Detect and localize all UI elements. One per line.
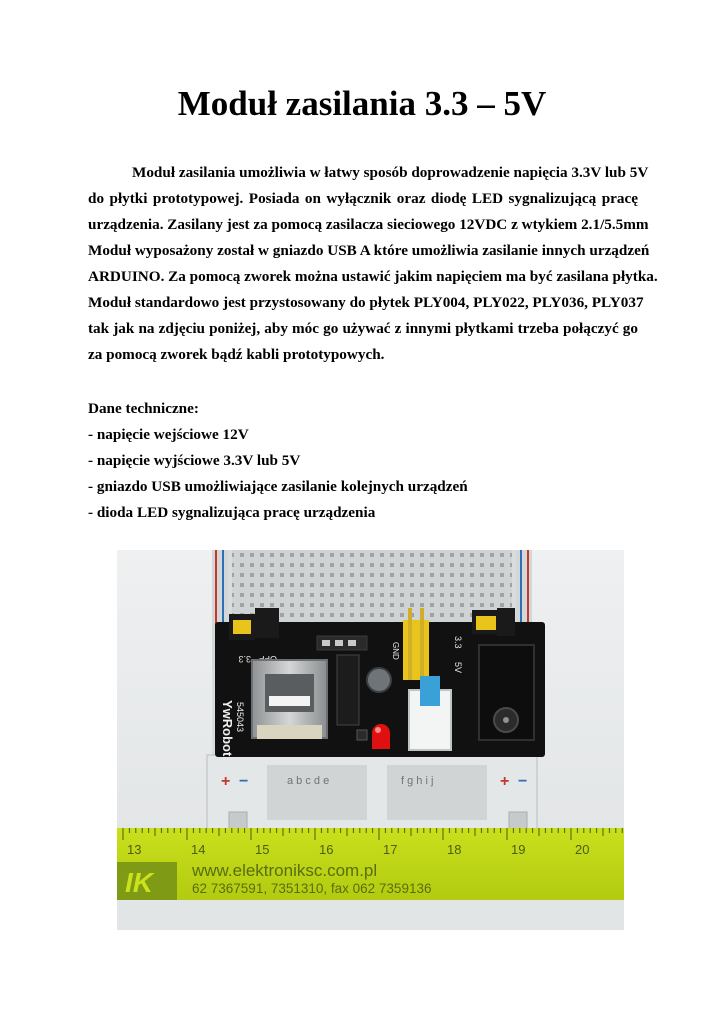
label-33-right: 3.3 — [453, 636, 463, 649]
label-33-left: 3.3 — [238, 654, 251, 664]
tech-specs-section — [88, 396, 648, 526]
tech-spec-item: - dioda LED sygnalizująca pracę urządzenia — [88, 504, 376, 521]
usb-socket-opening — [265, 674, 314, 712]
label-gnd: GND — [391, 642, 400, 660]
intro-line: Moduł standardowo jest przystosowany do płytek PLY004, PLY022, PLY036, PLY037 — [88, 294, 644, 311]
ruler-phone: 62 7367591, 7351310, fax 062 7359136 — [192, 881, 432, 896]
power-led-glint — [375, 727, 381, 733]
power-led-body — [372, 733, 390, 749]
jumper-pins-right — [497, 608, 515, 636]
photo-bottom-background — [117, 900, 624, 930]
tech-spec-item: - napięcie wyjściowe 3.3V lub 5V — [88, 452, 301, 469]
intro-line: do płytki prototypowej. Posiada on wyłącznik oraz diodę LED sygnalizującą pracę — [88, 190, 638, 207]
rail-plus-label: + — [221, 773, 231, 790]
product-photo-drawing — [117, 550, 624, 930]
product-photo — [117, 550, 624, 930]
power-switch-button — [420, 676, 440, 706]
voltage-regulator — [337, 655, 359, 725]
ruler-number: 16 — [319, 842, 334, 857]
led-resistor — [357, 730, 367, 740]
jumper-cap-left — [233, 620, 251, 634]
tech-specs-heading: Dane techniczne: — [88, 400, 199, 417]
breadboard-letters-right: f g h i j — [401, 775, 434, 787]
rail-minus-label: − — [518, 773, 528, 790]
breadboard-front-edge — [207, 755, 537, 830]
tech-spec-item: - gniazdo USB umożliwiające zasilanie kolejnych urządzeń — [88, 478, 468, 495]
power-module-board — [215, 608, 545, 757]
tech-specs-list — [88, 422, 648, 526]
ruler-number: 19 — [511, 842, 526, 857]
intro-line: tak jak na zdjęciu poniżej, aby móc go używać z innymi płytkami trzeba połączyć go — [88, 320, 638, 337]
board-brand: YwRobot — [220, 700, 235, 757]
board-code: 545043 — [235, 702, 245, 733]
rail-plus-label: + — [500, 773, 510, 790]
intro-line: Moduł zasilania umożliwia w łatwy sposób doprowadzenie napięcia 3.3V lub 5V — [132, 164, 649, 181]
smd-part — [348, 640, 356, 646]
ruler-number: 15 — [255, 842, 270, 857]
intro-line: urządzenia. Zasilany jest za pomocą zasilacza sieciowego 12VDC z wtykiem 2.1/5.5mm — [88, 216, 649, 233]
usb-socket-tongue — [269, 696, 310, 706]
breadboard-section-left — [267, 765, 367, 820]
ruler-logo: IK — [125, 867, 153, 898]
breadboard-section-right — [387, 765, 487, 820]
rail-minus-label: − — [239, 773, 249, 790]
ruler-number: 14 — [191, 842, 206, 857]
header-pin — [420, 608, 424, 680]
jumper-pins-left — [255, 608, 279, 638]
ruler-number: 13 — [127, 842, 142, 857]
smd-part — [322, 640, 330, 646]
label-5v: 5V — [453, 662, 463, 674]
intro-paragraph — [88, 160, 658, 368]
jumper-cap-right — [476, 616, 496, 630]
dc-jack-pin — [503, 717, 509, 723]
breadboard-letters-left: a b c d e — [287, 775, 330, 787]
pin-header-yellow — [403, 620, 429, 680]
ruler — [117, 828, 624, 900]
capacitor — [367, 668, 391, 692]
ruler-number: 18 — [447, 842, 462, 857]
ruler-number: 20 — [575, 842, 590, 857]
tech-spec-item: - napięcie wejściowe 12V — [88, 426, 249, 443]
intro-line: Moduł wyposażony został w gniazdo USB A które umożliwia zasilanie innych urządzeń — [88, 242, 650, 259]
smd-part — [335, 640, 343, 646]
header-pin — [408, 608, 412, 680]
intro-line: ARDUINO. Za pomocą zworek można ustawić jakim napięciem ma być zasilana płytka. — [88, 268, 658, 285]
ruler-number: 17 — [383, 842, 398, 857]
usb-socket-base — [257, 725, 322, 739]
intro-line: za pomocą zworek bądź kabli prototypowych. — [88, 346, 385, 363]
ruler-url: www.elektroniksc.com.pl — [192, 861, 378, 880]
document-title: Moduł zasilania 3.3 – 5V — [177, 84, 547, 123]
